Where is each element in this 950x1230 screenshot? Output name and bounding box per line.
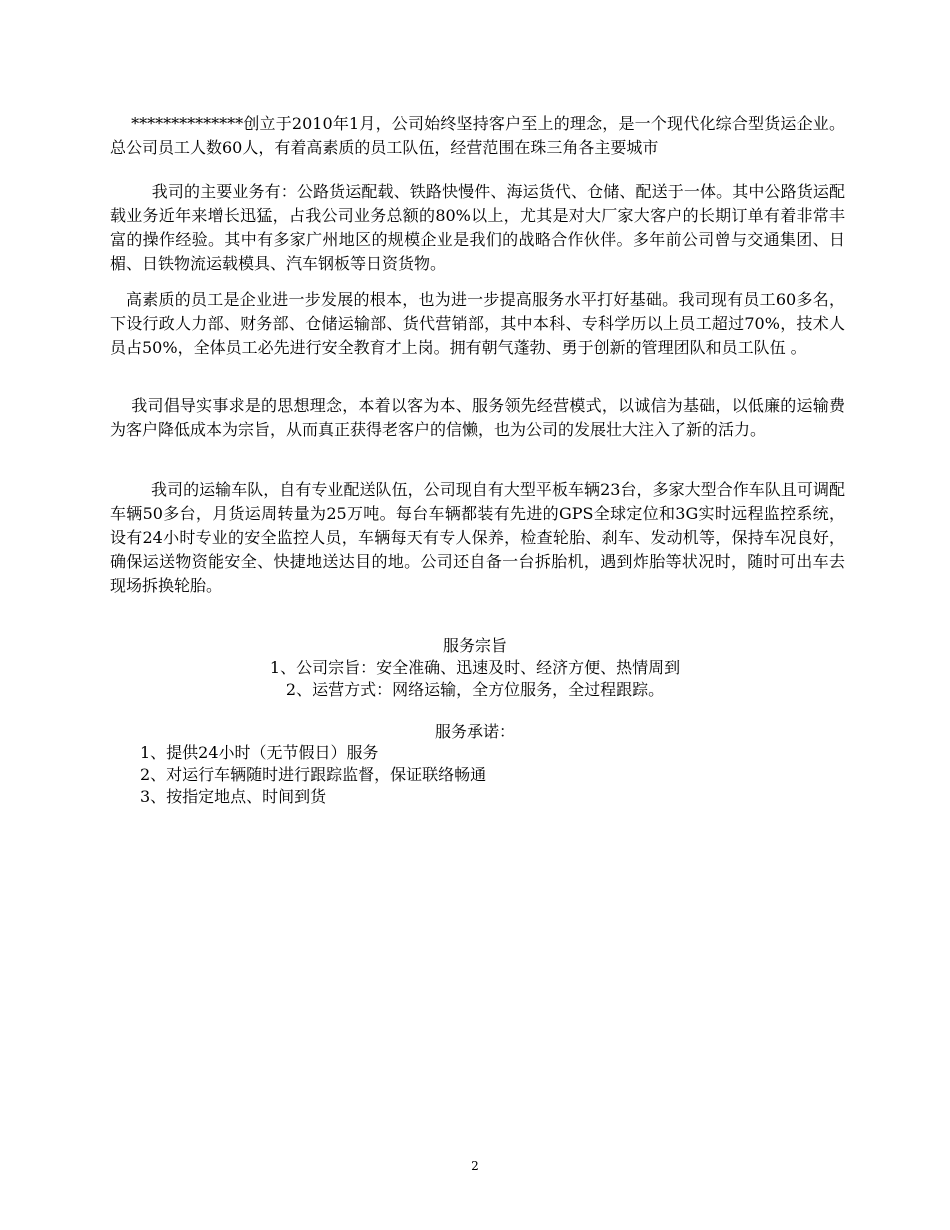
service-purpose-item: 2、运营方式：网络运输，全方位服务，全过程跟踪。 — [285, 680, 665, 699]
page-number: 2 — [471, 1159, 479, 1173]
paragraph-staff: 高素质的员工是企业进一步发展的根本，也为进一步提高服务水平打好基础。我司现有员工60多名，下设行政人力部、财务部、仓储运输部、货代营销部，其中本科、专科学历以上员工超过70%，技术人员占50%，全体员工必先进行安全教育才上岗。拥有朝气蓬勃、勇于创新的管理团队和员工队伍 。 — [110, 290, 845, 357]
service-purpose-item: 1、公司宗旨：安全准确、迅速及时、经济方便、热情周到 — [269, 658, 681, 677]
service-commitment-heading: 服务承诺： — [434, 722, 515, 741]
service-purpose-heading: 服务宗旨 — [442, 636, 507, 655]
paragraph-fleet: 我司的运输车队，自有专业配送队伍，公司现自有大型平板车辆23台，多家大型合作车队且可调配车辆50多台，月货运周转量为25万吨。每台车辆都装有先进的GPS全球定位和3G实时远程监控系统，设有24小时专业的安全监控人员，车辆每天有专人保养，检查轮胎、刹车、发动机等，保持车况良好，确保运送物资能安全、快捷地送达目的地。公司还自备一台拆胎机，遇到炸胎等状况时，随时可出车去现场拆换轮胎。 — [110, 480, 845, 595]
paragraph-main-business: 我司的主要业务有：公路货运配载、铁路快慢件、海运货代、仓储、配送于一体。其中公路货运配载业务近年来增长迅猛，占我公司业务总额的80%以上，尤其是对大厂家大客户的长期订单有着非常丰富的操作经验。其中有多家广州地区的规模企业是我们的战略合作伙伴。多年前公司曾与交通集团、日楣、日铁物流运载模具、汽车钢板等日资货物。 — [110, 182, 845, 273]
paragraph-company-intro: **************创立于2010年1月，公司始终坚持客户至上的理念，是一个现代化综合型货运企业。总公司员工人数60人，有着高素质的员工队伍，经营范围在珠三角各主要城市 — [110, 114, 845, 157]
service-commitment-item: 1、提供24小时（无节假日）服务 — [140, 743, 379, 762]
paragraph-philosophy: 我司倡导实事求是的思想理念，本着以客为本、服务领先经营模式，以诚信为基础，以低廉的运输费为客户降低成本为宗旨，从而真正获得老客户的信懒，也为公司的发展壮大注入了新的活力。 — [110, 396, 845, 439]
service-commitment-item: 2、对运行车辆随时进行跟踪监督，保证联络畅通 — [140, 765, 487, 784]
service-commitment-item: 3、按指定地点、时间到货 — [140, 787, 327, 806]
